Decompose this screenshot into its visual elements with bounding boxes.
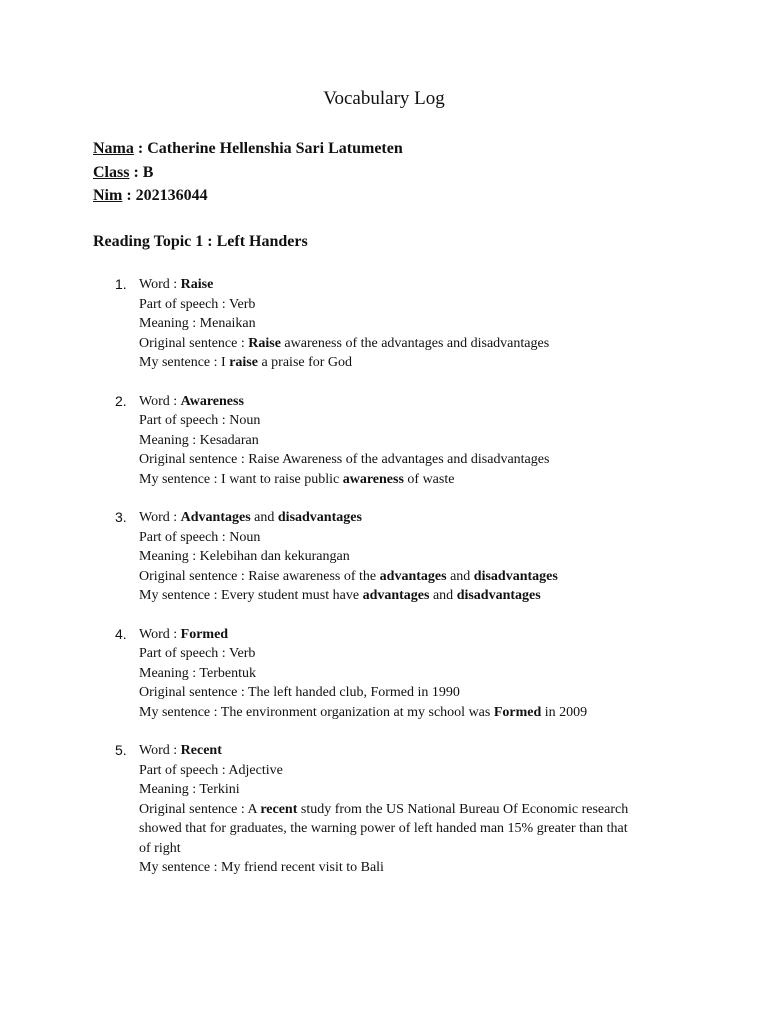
original-label: Original sentence :: [139, 452, 249, 467]
nim-value: 202136044: [135, 187, 208, 204]
pos-line: [139, 411, 639, 431]
my-text: a praise for God: [257, 355, 353, 370]
entry-number: 3.: [115, 509, 127, 525]
original-text: awareness of the advantages and disadvantages: [280, 335, 550, 351]
my-highlight: raise: [229, 355, 258, 370]
my-highlight: disadvantages: [456, 588, 541, 603]
word-value: Formed: [180, 626, 229, 642]
word-label: Word :: [139, 743, 181, 758]
meaning-label: Meaning :: [139, 316, 200, 331]
original-highlight: Raise: [248, 335, 281, 351]
pos-value: Adjective: [228, 762, 283, 778]
original-text: and: [446, 568, 474, 584]
meaning-label: Meaning :: [139, 432, 200, 448]
pos-value: Noun: [229, 413, 261, 428]
my-highlight: Formed: [493, 704, 542, 720]
pos-line: [139, 528, 639, 548]
pos-line: [139, 644, 639, 664]
my-text: Every student must have: [221, 588, 363, 603]
meaning-value: Menaikan: [199, 316, 256, 331]
original-text: Raise awareness of the: [248, 568, 380, 584]
vocabulary-entry-4: [0, 625, 768, 723]
my-label: My sentence :: [139, 355, 222, 370]
original-text: The left handed club, Formed in 1990: [248, 685, 460, 700]
meaning-line: [139, 664, 639, 684]
my-sentence-line: [139, 586, 639, 606]
original-label: Original sentence :: [139, 685, 248, 700]
pos-value: Verb: [228, 646, 256, 661]
pos-label: Part of speech :: [139, 296, 229, 312]
nim-separator: :: [122, 187, 136, 204]
my-sentence-line: [139, 703, 639, 723]
my-label: My sentence :: [139, 704, 221, 720]
my-text: My friend recent visit to Bali: [221, 860, 384, 875]
class-value: B: [142, 163, 154, 181]
word-label: Word :: [139, 277, 181, 292]
word-label: Word :: [139, 626, 181, 642]
entry-number: 4.: [115, 625, 127, 642]
vocabulary-entry-2: [0, 392, 768, 490]
word-value: Raise: [180, 277, 214, 292]
meaning-line: [139, 547, 639, 567]
word-line: [139, 625, 639, 645]
original-sentence-line: [139, 800, 639, 859]
entry-number: 5.: [115, 742, 127, 758]
meaning-value: Kesadaran: [199, 432, 259, 448]
vocabulary-entry-1: [0, 275, 768, 373]
my-sentence-line: [139, 470, 639, 490]
pos-line: [139, 295, 639, 315]
original-sentence-line: [139, 334, 639, 354]
name-separator: :: [133, 140, 148, 157]
my-text: The environment organization at my school was: [220, 704, 494, 720]
my-label: My sentence :: [139, 471, 222, 487]
pos-label: Part of speech :: [139, 762, 229, 778]
vocabulary-entry-3: [0, 508, 768, 606]
class-separator: :: [129, 163, 143, 181]
nim-row: [93, 184, 403, 208]
class-label: Class: [93, 163, 130, 181]
original-label: Original sentence :: [139, 335, 249, 351]
original-text: A: [247, 801, 261, 817]
word-line: [139, 392, 639, 412]
name-value: Catherine Hellenshia Sari Latumeten: [147, 140, 403, 157]
my-text: and: [429, 588, 457, 603]
my-sentence-line: [139, 858, 639, 878]
original-sentence-line: [139, 567, 639, 587]
reading-topic: Reading Topic 1 : Left Handers: [93, 233, 308, 250]
word-value: Awareness: [180, 393, 244, 409]
entry-number: 2.: [115, 392, 127, 409]
meaning-line: [139, 314, 639, 334]
original-highlight: advantages: [379, 568, 447, 584]
word-label: Word :: [139, 393, 181, 409]
word-joiner: and: [250, 510, 278, 525]
original-text: study from the US National Bureau Of Economic research showed that for graduates, the warning power of left handed man 15% greater than that of right: [139, 801, 629, 856]
pos-label: Part of speech :: [139, 413, 230, 428]
my-text: in 2009: [541, 704, 588, 720]
my-sentence-line: [139, 353, 639, 373]
class-row: [93, 161, 403, 185]
original-sentence-line: [139, 683, 639, 703]
pos-line: [139, 761, 639, 781]
vocabulary-entry-5: [0, 741, 768, 878]
word-value: Recent: [180, 743, 222, 758]
pos-value: Noun: [229, 529, 261, 545]
pos-label: Part of speech :: [139, 646, 229, 661]
word-line: [139, 275, 639, 295]
word-line: [139, 741, 639, 761]
meaning-label: Meaning :: [139, 549, 200, 564]
word-value: Advantages: [180, 510, 251, 525]
meaning-value: Terkini: [199, 782, 240, 797]
my-label: My sentence :: [139, 588, 222, 603]
pos-label: Part of speech :: [139, 529, 230, 545]
entry-number: 1.: [115, 276, 127, 292]
meaning-value: Terbentuk: [199, 665, 256, 681]
original-highlight: recent: [260, 801, 298, 817]
my-text: of waste: [403, 471, 455, 487]
my-label: My sentence :: [139, 860, 222, 875]
my-text: I want to raise public: [221, 471, 343, 487]
my-text: I: [221, 355, 230, 370]
meaning-label: Meaning :: [139, 782, 200, 797]
vocabulary-list: [0, 275, 768, 897]
document-title: Vocabulary Log: [323, 88, 445, 109]
pos-value: Verb: [228, 296, 256, 312]
original-sentence-line: [139, 450, 639, 470]
original-label: Original sentence :: [139, 801, 248, 817]
meaning-value: Kelebihan dan kekurangan: [199, 549, 350, 564]
word-label: Word :: [139, 510, 181, 525]
name-row: [93, 137, 403, 161]
word-value: disadvantages: [277, 510, 362, 525]
word-line: [139, 508, 639, 528]
student-info: [93, 137, 403, 208]
original-highlight: disadvantages: [473, 568, 558, 584]
meaning-line: [139, 780, 639, 800]
nim-label: Nim: [93, 187, 123, 204]
my-highlight: advantages: [362, 588, 430, 603]
meaning-label: Meaning :: [139, 665, 200, 681]
original-text: Raise Awareness of the advantages and disadvantages: [248, 452, 550, 467]
original-label: Original sentence :: [139, 568, 249, 584]
name-label: Nama: [93, 140, 134, 157]
meaning-line: [139, 431, 639, 451]
my-highlight: awareness: [342, 471, 404, 487]
